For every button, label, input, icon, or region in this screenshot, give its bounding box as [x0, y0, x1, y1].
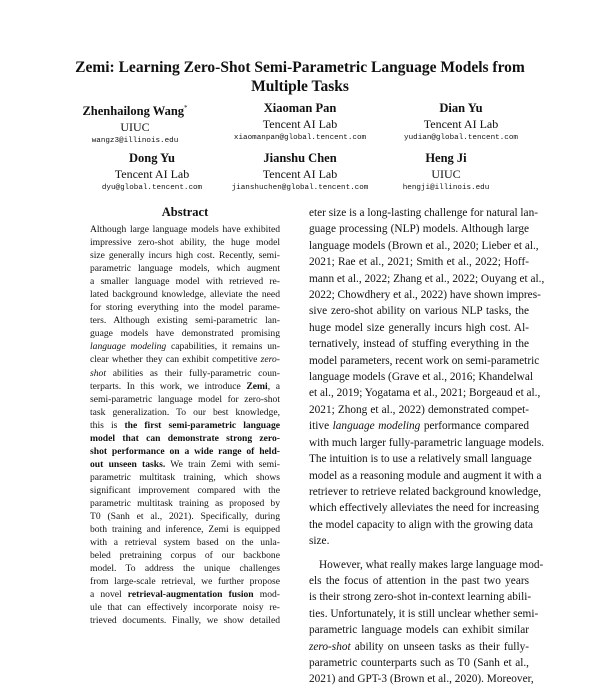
author-name: Dian Yu: [439, 101, 483, 115]
intro-line: eter size is a long-lasting challenge for natural lan-: [309, 207, 538, 219]
abstract-line: parametric multitask training as proposed by: [90, 497, 280, 509]
abstract-line: out unseen tasks. We train Zemi with semi-: [90, 458, 280, 470]
intro-line: with much larger fully-parametric language models.: [309, 436, 545, 449]
abstract-body: [90, 223, 280, 627]
abstract-line: guage models have demonstrated promising: [90, 328, 280, 340]
author-affiliation: Tencent AI Lab: [423, 117, 499, 131]
abstract-line: ters. Although existing semi-parametric lan-: [90, 315, 280, 327]
abstract-line: task generalization. To our best knowledge,: [90, 406, 280, 418]
author-affiliation: Tencent AI Lab: [262, 117, 338, 131]
abstract-line: beled pretraining corpus of our backbone: [90, 550, 280, 562]
intro-line: guage processing (NLP) models. Although large: [309, 223, 529, 236]
author-affiliation: Tencent AI Lab: [262, 167, 338, 181]
abstract-line: impressive zero-shot ability, the huge model: [90, 237, 280, 249]
abstract-line: model. To address the unique challenges: [90, 563, 280, 575]
abstract-line: with a retrieval system based on the unla-: [90, 537, 280, 549]
intro-line: sive zero-shot ability on various NLP tasks, the: [309, 305, 529, 318]
author-email: dyu@global.tencent.com: [101, 184, 203, 192]
abstract-line: T0 (Sanh et al., 2021). Specifically, during: [90, 511, 280, 523]
author-email: jianshuchen@global.tencent.com: [231, 184, 369, 192]
abstract-line: both training and inference, Zemi is equipped: [90, 524, 280, 536]
paragraph-gap: [309, 550, 529, 557]
abstract-line: trieved documents. Finally, we show detailed: [90, 615, 280, 627]
abstract-line: shot abilities as their fully-parametric coun-: [90, 367, 280, 379]
intro-line: However, what really makes large language mod-: [319, 558, 544, 571]
abstract-line: a smaller language model with retrieved re-: [90, 276, 280, 288]
intro-line: et al., 2019; Yogatama et al., 2021; Borgeaud et al.,: [309, 387, 541, 400]
intro-line: model parameters, recent work on semi-parametric: [309, 354, 540, 367]
intro-line: parametric counterparts such as T0 (Sanh et al.,: [309, 656, 529, 669]
author-affiliation: UIUC: [120, 120, 150, 135]
abstract-line: semi-parametric language model for zero-shot: [90, 393, 280, 405]
author-email: xiaomanpan@global.tencent.com: [233, 134, 367, 142]
intro-line: 2021; Zhong et al., 2022) demonstrated compet-: [309, 403, 529, 416]
intro-line: model as a reasoning module and augment it with a: [309, 469, 542, 482]
author-name: Dong Yu: [129, 151, 175, 165]
abstract-line: shot performance on a wide range of held-: [90, 445, 280, 457]
intro-line: zero-shot ability on unseen tasks as their fully-: [309, 640, 529, 653]
abstract-line: this is the first semi-parametric language: [90, 419, 280, 431]
intro-line: itive language modeling performance compared: [309, 420, 529, 433]
intro-line: language models (Brown et al., 2020; Lieber et al.,: [309, 239, 539, 252]
author-block: [366, 101, 556, 144]
intro-line: ternatively, instead of stuffing everything in the: [309, 338, 529, 351]
intro-line: retriever to retrieve related background knowledge,: [309, 485, 542, 498]
author-name: Zhenhailong Wang*: [82, 104, 188, 119]
paper-title: [40, 58, 560, 96]
abstract-heading: Abstract: [161, 205, 209, 219]
intro-body: [309, 205, 545, 688]
abstract-line: clear whether they can exhibit competitive zero-: [90, 354, 280, 366]
intro-line: els the focus of attention in the past two years: [309, 574, 529, 587]
author-footnote-mark: *: [184, 104, 188, 112]
intro-line: 2021) and GPT-3 (Brown et al., 2020). Moreover,: [309, 673, 534, 686]
abstract-line: significant improvement compared with the: [90, 484, 280, 496]
title-line: Zemi: Learning Zero-Shot Semi-Parametric Language Models from: [75, 59, 525, 76]
abstract-line: ule that can effectively incorporate noisy re-: [90, 602, 280, 614]
abstract-line: from large-scale retrieval, we further propose: [90, 576, 280, 588]
abstract-line: parametric multitask training, which shows: [90, 471, 280, 483]
author-email: hengji@illinois.edu: [402, 184, 490, 192]
intro-line: language models (Grave et al., 2016; Khandelwal: [309, 371, 533, 384]
abstract-line: Although large language models have exhibited: [90, 224, 280, 235]
abstract-line: language modeling capabilities, it remains un-: [90, 341, 280, 353]
intro-line: parametric language models can exhibit similar: [309, 624, 529, 637]
author-name: Xiaoman Pan: [263, 101, 337, 115]
author-block: [40, 101, 230, 147]
author-name: Heng Ji: [425, 151, 467, 165]
author-affiliation: UIUC: [431, 167, 461, 181]
intro-line: The intuition is to use a relatively small language: [309, 453, 532, 466]
author-name: Jianshu Chen: [263, 151, 337, 165]
author-email: yudian@global.tencent.com: [404, 134, 518, 142]
author-block: [351, 151, 541, 194]
abstract-line: a novel retrieval-augmentation fusion mod-: [90, 589, 280, 601]
intro-line: size.: [309, 535, 330, 548]
intro-line: the model capacity to align with the growing data: [309, 518, 533, 531]
abstract-line: lated background knowledge, alleviate the need: [90, 289, 280, 301]
abstract-line: for storing everything into the model parame-: [90, 302, 280, 314]
intro-line: 2021; Rae et al., 2021; Smith et al., 2022; Hoff-: [309, 256, 529, 269]
intro-line: huge model size generally incurs high cost. Al-: [309, 321, 529, 334]
intro-line: is their strong zero-shot in-context learning abili-: [309, 591, 532, 604]
abstract-line: size generally incurs high cost. Recently, semi-: [90, 250, 280, 262]
intro-line: ties. Unfortunately, it is still unclear whether semi-: [309, 607, 539, 620]
intro-line: which effectively alleviates the need for increasing: [309, 502, 540, 515]
intro-line: mann et al., 2022; Zhang et al., 2022; Ouyang et al.,: [309, 272, 545, 285]
abstract-line: terparts. In this work, we introduce Zemi, a: [90, 380, 280, 392]
intro-line: 2022; Chowdhery et al., 2022) have shown impres-: [309, 289, 541, 302]
abstract-line: model that can demonstrate strong zero-: [90, 432, 280, 444]
abstract-line: parametric language models, which augment: [90, 263, 280, 275]
author-affiliation: Tencent AI Lab: [114, 167, 190, 181]
author-email: wangz3@illinois.edu: [91, 137, 179, 146]
title-line: Multiple Tasks: [251, 78, 349, 95]
